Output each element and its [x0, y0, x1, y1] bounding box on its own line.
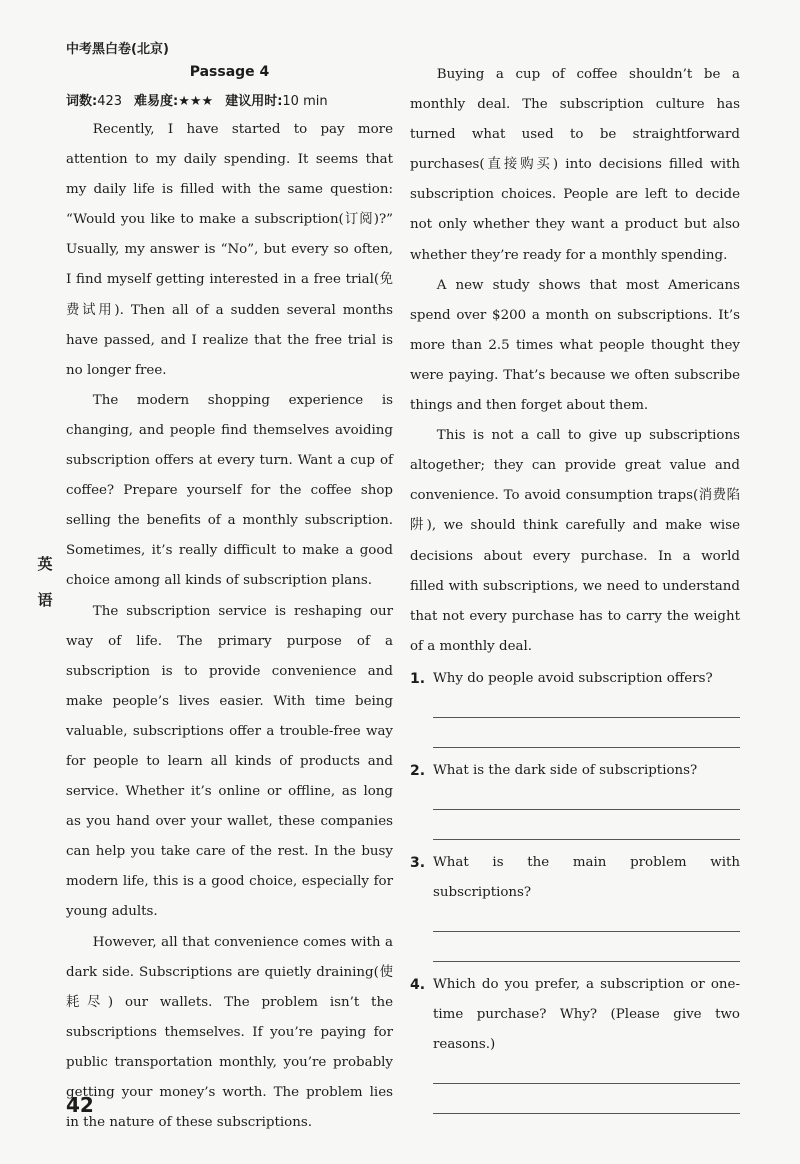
answer-line[interactable] [433, 816, 740, 846]
side-label-char: 英 [37, 555, 53, 573]
answer-line[interactable] [433, 786, 740, 816]
question-number: 4. [410, 976, 426, 993]
right-column [410, 60, 740, 1120]
paragraph: However, all that convenience comes with a dark side. Subscriptions are quietly draining(使耗尽) our wallets. The problem isn’t the subscriptions themselves. If you’re paying for public transportation monthly, you’re probably getting your money’s worth. The problem lies in the nature of these subscriptions. [66, 934, 393, 1131]
question-1 [410, 664, 740, 754]
question-text: Which do you prefer, a subscription or one-time purchase? Why? (Please give two reasons.) [433, 976, 740, 1052]
difficulty-stars: ★★★ [178, 94, 214, 109]
question-number: 1. [410, 670, 426, 687]
question-4 [410, 970, 740, 1120]
word-count: 423 [97, 94, 123, 109]
passage-meta [66, 90, 393, 109]
answer-line[interactable] [433, 908, 740, 938]
answer-line[interactable] [433, 724, 740, 754]
question-text: Why do people avoid subscription offers? [433, 670, 713, 686]
subject-side-label [34, 546, 56, 618]
answer-line[interactable] [433, 1060, 740, 1090]
answer-line[interactable] [433, 694, 740, 724]
suggested-time: 10 min [282, 94, 328, 109]
answer-line[interactable] [433, 1090, 740, 1120]
page-number: 42 [66, 1093, 94, 1117]
paragraph: Buying a cup of coffee shouldn’t be a monthly deal. The subscription culture has turned what used to be straightforward purchases(直接购买) into decisions filled with subscription choices. People are left to decide not only whether they want a product but also whether they’re ready for a monthly spending. [410, 67, 740, 263]
paragraph: Recently, I have started to pay more attention to my daily spending. It seems that my daily life is filled with the same question: “Would you like to make a subscription(订阅)?” Usually, my answer is “No”, but every so often, I find myself getting interested in a free trial(免费试用). Then all of a sudden several months have passed, and I realize that the free trial is no longer free. [66, 122, 393, 378]
passage-title: Passage 4 [189, 64, 270, 80]
paragraph: The subscription service is reshaping our way of life. The primary purpose of a subscription is to provide convenience and make people’s lives easier. With time being valuable, subscriptions offer a trouble-free way for people to learn all kinds of products and service. Whether it’s online or offline, as long as you hand over your wallet, these companies can help you take care of the rest. In the busy modern life, this is a good choice, especially for young adults. [66, 603, 393, 920]
question-number: 3. [410, 854, 426, 871]
difficulty-label: 难易度: [134, 94, 179, 109]
paragraph: This is not a call to give up subscriptions altogether; they can provide great value and convenience. To avoid consumption traps(消费陷阱), we should think carefully and make wise decisions about every purchase. In a world filled with subscriptions, we need to understand that not every purchase has to carry the weight of a monthly deal. [410, 428, 740, 654]
side-label-char: 语 [37, 591, 53, 609]
question-text: What is the main problem with subscriptions? [433, 854, 740, 900]
question-3 [410, 848, 740, 968]
paragraph: The modern shopping experience is changing, and people find themselves avoiding subscription offers at every turn. Want a cup of coffee? Prepare yourself for the coffee shop selling the benefits of a monthly subscription. Sometimes, it’s really difficult to make a good choice among all kinds of subscription plans. [66, 392, 393, 589]
book-header: 中考黑白卷(北京) [66, 42, 169, 57]
word-count-label: 词数: [66, 94, 98, 109]
answer-line[interactable] [433, 938, 740, 968]
paragraph: A new study shows that most Americans spend over $200 a month on subscriptions. It’s more than 2.5 times what people thought they were paying. That’s because we often subscribe things and then forget about them. [410, 277, 740, 414]
question-number: 2. [410, 762, 426, 779]
left-column [66, 60, 393, 1138]
question-text: What is the dark side of subscriptions? [433, 762, 698, 778]
question-2 [410, 756, 740, 846]
time-label: 建议用时: [225, 94, 283, 109]
